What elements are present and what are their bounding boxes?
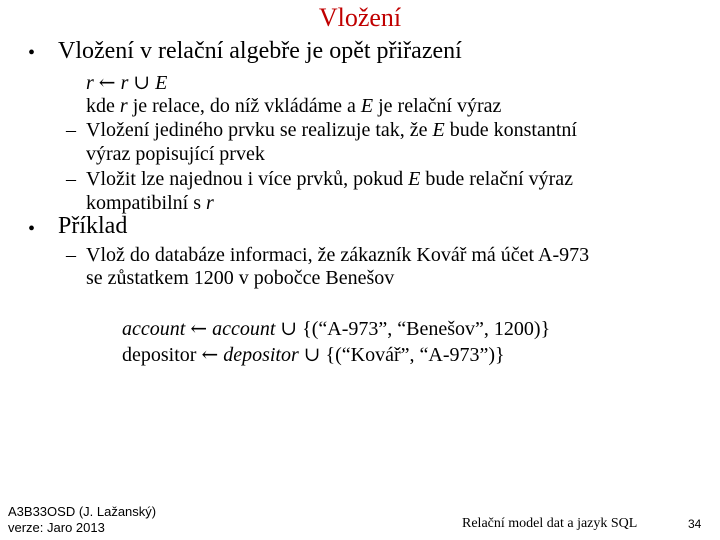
page-number: 34 [688, 517, 702, 531]
bullet1-text: Vložení v relační algebře je opět přiřazení [58, 38, 462, 64]
note-text: kde [86, 95, 120, 117]
note-text: je relační výraz [373, 95, 502, 117]
dash1-line1 [86, 119, 577, 142]
dash-e: E [432, 119, 445, 141]
expr-lhs: account [122, 318, 186, 340]
expr-tuple: {(“A-973”, “Benešov”, 1200)} [302, 318, 551, 340]
dash-r: r [206, 192, 214, 214]
union-symbol: ∪ [133, 70, 151, 94]
dash-e: E [408, 168, 421, 190]
example-line2: se zůstatkem 1200 v pobočce Benešov [86, 267, 395, 289]
dash-marker: – [66, 244, 76, 266]
arrow-symbol: ← [201, 342, 219, 366]
dash-text: Vložit lze najednou i více prvků, pokud [86, 168, 409, 190]
dash-text: bude relační výraz [420, 168, 574, 190]
assignment-formula [86, 70, 167, 95]
expr-tuple: {(“Kovář”, “A-973”)} [325, 344, 505, 366]
expr-rhs: account [212, 318, 276, 340]
bullet-marker: • [28, 218, 36, 240]
union-symbol: ∪ [303, 342, 321, 366]
footer-version: verze: Jaro 2013 [8, 520, 105, 535]
slide-title: Vložení [318, 3, 402, 32]
footer-author [8, 504, 156, 536]
dash-text: kompatibilní s [86, 192, 206, 214]
dash-marker: – [66, 168, 76, 190]
bullet-marker: • [28, 42, 36, 64]
note-e: E [360, 95, 374, 117]
depositor-insert-expr [122, 342, 505, 367]
bullet2-text: Příklad [58, 213, 128, 239]
expr-rhs: depositor [223, 344, 299, 366]
dash-text: bude konstantní [444, 119, 577, 141]
union-symbol: ∪ [280, 316, 298, 340]
note-r: r [119, 95, 128, 117]
arrow-symbol: ← [98, 70, 116, 94]
formula-rhs: r [120, 72, 129, 94]
formula-note [86, 95, 501, 118]
formula-lhs: r [86, 72, 94, 94]
dash-marker: – [66, 119, 76, 141]
footer-course: A3B33OSD (J. Lažanský) [8, 504, 157, 519]
expr-lhs: depositor [122, 344, 197, 366]
footer-subject: Relační model dat a jazyk SQL [462, 516, 638, 531]
dash-text: Vložení jediného prvku se realizuje tak, že [86, 119, 433, 141]
formula-expr: E [155, 72, 168, 94]
example-line1: Vlož do databáze informaci, že zákazník Kovář má účet A-973 [86, 244, 590, 266]
dash2-line2 [86, 192, 214, 215]
arrow-symbol: ← [190, 316, 208, 340]
dash1-line2: výraz popisující prvek [86, 143, 265, 165]
note-text: je relace, do níž vkládáme a [127, 95, 361, 117]
dash2-line1 [86, 168, 573, 191]
account-insert-expr [122, 316, 550, 341]
